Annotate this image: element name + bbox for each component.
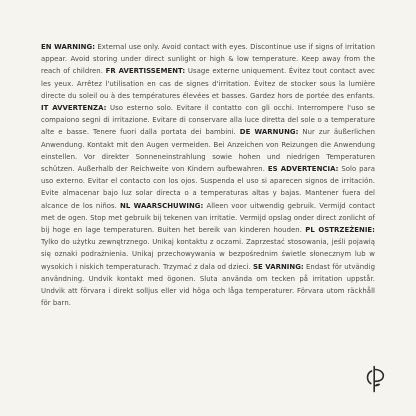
logo-leaf [374, 384, 380, 387]
logo-left-arc [368, 371, 372, 384]
warning-text-pl: Tylko do użytku zewnętrznego. Unikaj kontaktu z oczami. Zaprzestać stosowania, jeśli pojawią się oznaki podrażnienia. Unikaj przechowywania w bezpośrednim świetle słonecznym lub w wysokich i niskich temperaturach. Trzymać z dala od dzieci. [41, 238, 375, 271]
warning-label-de: DE WARNUNG: [239, 128, 299, 137]
warning-text-fr: Usage externe uniquement. Évitez tout contact avec les yeux. Arrêtez l'utilisation en cas de signes d'irritation. Évitez de stocker sous la lumière directe du soleil ou à des températures élevées et basses. Gardez hors de portée des enfants. [41, 67, 375, 100]
warning-label-fr: FR AVERTISSEMENT: [105, 67, 186, 76]
warning-text-it: Uso esterno solo. Evitare il contatto con gli occhi. Interrompere l'uso se compaiono segni di irritazione. Evitare di conservare alla luce diretta del sole o a temperature alte e basse. Tenere fuori dalla portata dei bambini. [41, 104, 375, 137]
warning-paragraph [41, 41, 375, 309]
logo-right-bowl [374, 370, 383, 382]
brand-monogram-icon [364, 365, 386, 393]
warning-label-nl: NL WAARSCHUWING: [120, 201, 204, 210]
warning-label-it: IT AVVERTENZA: [41, 104, 107, 113]
warning-label-pl: PL OSTRZEŻENIE: [305, 226, 375, 235]
warning-text-de: Nur zur äußerlichen Anwendung. Kontakt mit den Augen vermeiden. Bei Anzeichen von Reizungen die Anwendung einstellen. Vor direkter Sonneneinstrahlung sowie hohen und niedrigen Temperaturen schützen. Außerhalb der Reichweite von Kindern aufbewahren. [41, 128, 375, 174]
warning-text-es: Solo para uso externo. Evitar el contacto con los ojos. Suspenda el uso si aparecen signos de irritación. Evite almacenar bajo luz solar directa o a temperaturas altas y bajas. Mantener fuera del alcance de los niños. [41, 165, 375, 210]
warning-label-es: ES ADVERTENCIA: [267, 165, 339, 174]
warning-text-en: External use only. Avoid contact with eyes. Discontinue use if signs of irritation appear. Avoid storing under direct sunlight or high & low temperature. Keep away from the reach of children. [41, 43, 375, 76]
warning-label-se: SE VARNING: [253, 262, 304, 271]
warning-text-nl: Alleen voor uitwendig gebruik. Vermijd contact met de ogen. Stop met gebruik bij tekenen van irritatie. Vermijd opslag onder direct zonlicht of bij hoge en lage temperaturen. Buiten het bereik van kinderen houden. [41, 201, 375, 235]
warning-label-en: EN WARNING: [41, 43, 96, 51]
warning-text-se: Endast för utvändig användning. Undvik kontakt med ögonen. Sluta använda om tecken på irritation uppstår. Undvik att förvara i direkt solljus eller vid höga och låga temperaturer. Förvara utom räckhåll för barn. [41, 262, 375, 308]
